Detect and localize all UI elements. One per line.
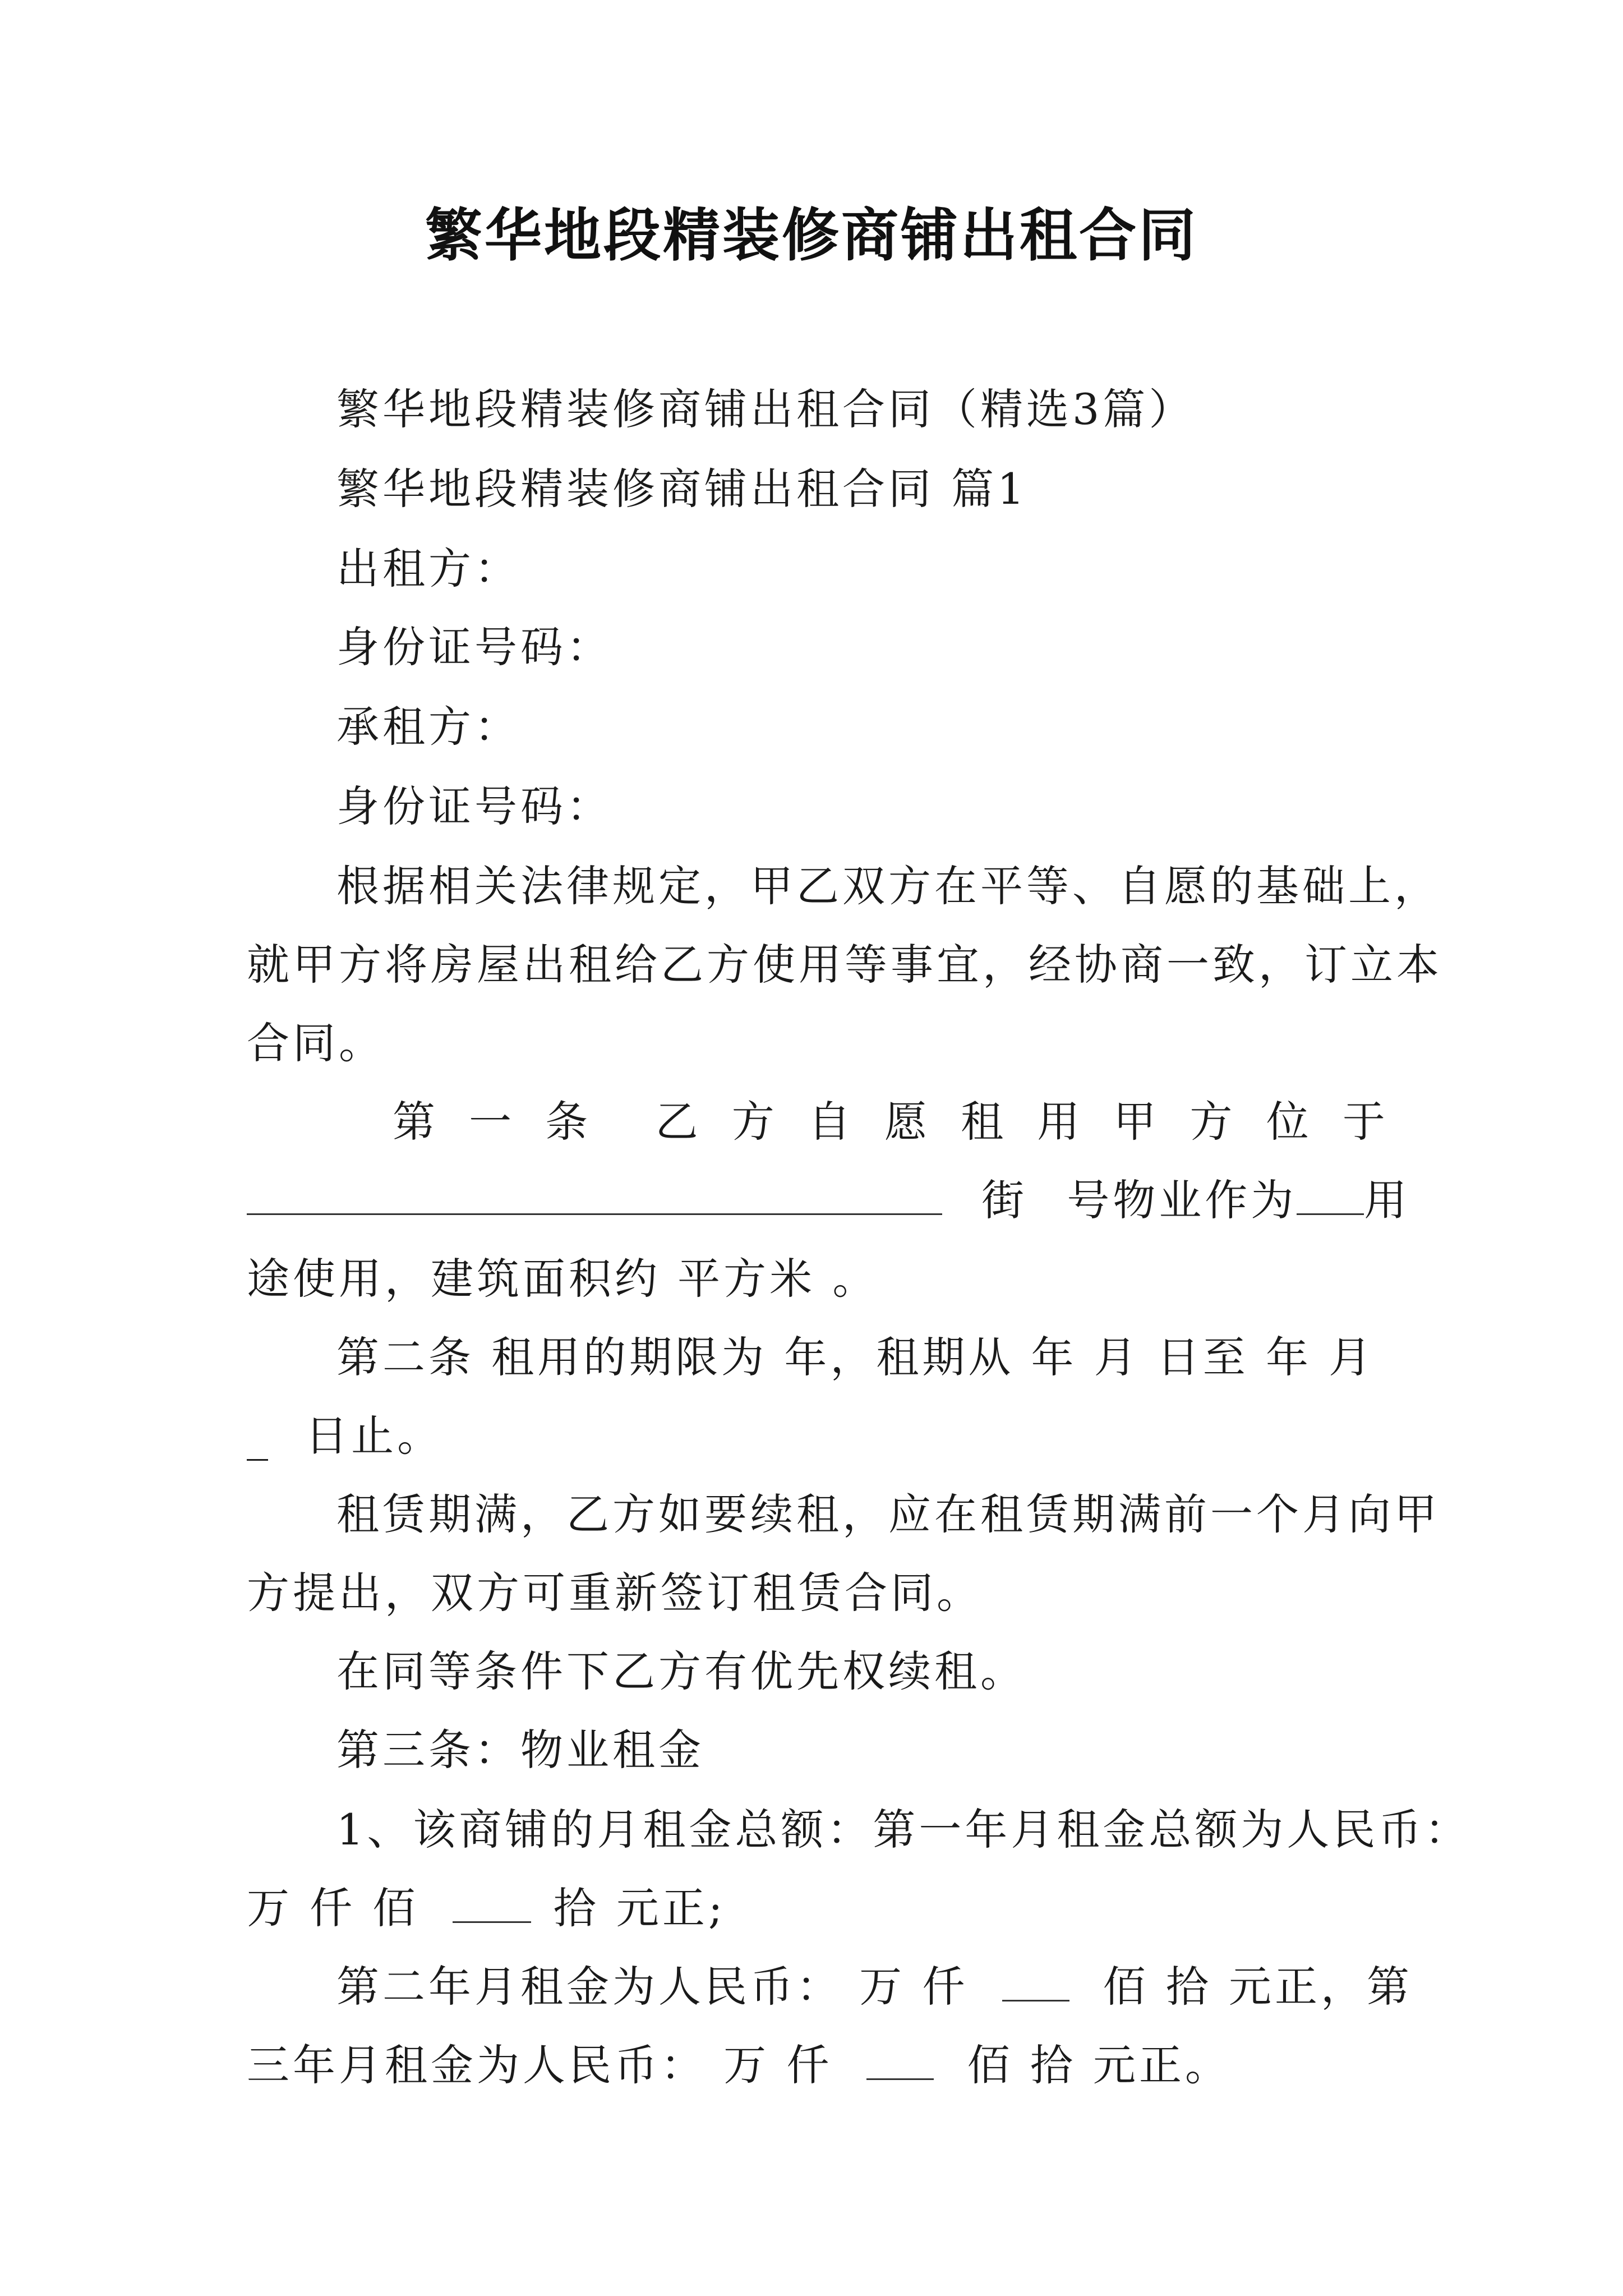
rent-blank xyxy=(453,1882,531,1923)
rent-units-text: 第二年月租金为人民币： 万 仟 xyxy=(336,1962,969,2012)
article-1-char: 位 xyxy=(1266,1097,1309,1147)
rent-line: 1、该商铺的月租金总额：第一年月租金总额为人民币： xyxy=(336,1805,1471,1855)
rent-blank xyxy=(866,2039,934,2080)
intro-paragraph-line: 就甲方将房屋出租给乙方使用等事宜，经协商一致，订立本 xyxy=(247,940,1442,990)
rent-line-3 xyxy=(336,1959,1413,2015)
use-text: 号物业作为 xyxy=(1067,1175,1297,1225)
rent-units-text: 万 仟 佰 xyxy=(247,1883,419,1933)
street-text: 街 xyxy=(981,1175,1028,1225)
end-date-text: 日止。 xyxy=(305,1411,444,1461)
article-1-char: 愿 xyxy=(884,1097,927,1147)
intro-paragraph-line: 合同。 xyxy=(247,1018,385,1068)
rent-line-2 xyxy=(247,1880,726,1936)
priority-line: 在同等条件下乙方有优先权续租。 xyxy=(336,1646,1026,1696)
article-2-line-2 xyxy=(247,1408,443,1464)
renewal-line: 租赁期满，乙方如要续租，应在租赁期满前一个月向甲 xyxy=(336,1489,1440,1539)
lessee-id-label: 身份证号码： xyxy=(336,781,612,831)
rent-units-text: 拾 元正; xyxy=(553,1883,726,1933)
blank-mark: _ xyxy=(247,1411,271,1461)
rent-units-text: 佰 拾 元正，第 xyxy=(1103,1962,1413,2012)
use-blank xyxy=(1297,1174,1364,1215)
part-heading: 繁华地段精装修商铺出租合同 篇1 xyxy=(336,464,1028,514)
intro-paragraph-line: 根据相关法律规定，甲乙双方在平等、自愿的基础上， xyxy=(336,861,1440,911)
article-1-char: 方 xyxy=(1189,1097,1233,1147)
article-1-heading-line xyxy=(393,1094,1385,1150)
article-1-char: 用 xyxy=(1037,1097,1080,1147)
rent-units-text: 三年月租金为人民币： 万 仟 xyxy=(247,2040,833,2090)
article-1-char: 第 xyxy=(393,1097,435,1147)
rent-blank xyxy=(1002,1961,1069,2001)
article-2-line-1: 第二条 租用的期限为 年，租期从 年 月 日至 年 月 xyxy=(336,1332,1375,1382)
article-1-char: 一 xyxy=(469,1097,512,1147)
doc-subtitle: 繁华地段精装修商铺出租合同（精选3篇） xyxy=(336,384,1195,434)
rent-units-text: 佰 拾 元正。 xyxy=(967,2040,1231,2090)
page-title: 繁华地段精装修商铺出租合同 xyxy=(425,202,1198,269)
lessor-id-label: 身份证号码： xyxy=(336,622,612,672)
article-3-heading: 第三条：物业租金 xyxy=(336,1725,704,1775)
address-blank xyxy=(247,1174,942,1215)
renewal-line: 方提出，双方可重新签订租赁合同。 xyxy=(247,1568,983,1618)
lessee-label: 承租方： xyxy=(336,702,520,752)
article-1-char: 甲 xyxy=(1113,1097,1156,1147)
article-1-char: 乙 xyxy=(655,1097,698,1147)
article-1-char: 自 xyxy=(808,1097,851,1147)
article-1-char: 租 xyxy=(961,1097,1004,1147)
article-1-line-2 xyxy=(247,1172,1410,1228)
lessor-label: 出租方： xyxy=(336,544,520,593)
article-1-char: 方 xyxy=(731,1097,774,1147)
article-1-char: 于 xyxy=(1342,1097,1385,1147)
article-1-char: 条 xyxy=(545,1097,588,1147)
rent-line-4 xyxy=(247,2037,1231,2093)
use-suffix: 用 xyxy=(1364,1175,1410,1225)
article-1-line-3: 途使用，建筑面积约 平方米 。 xyxy=(247,1254,879,1304)
